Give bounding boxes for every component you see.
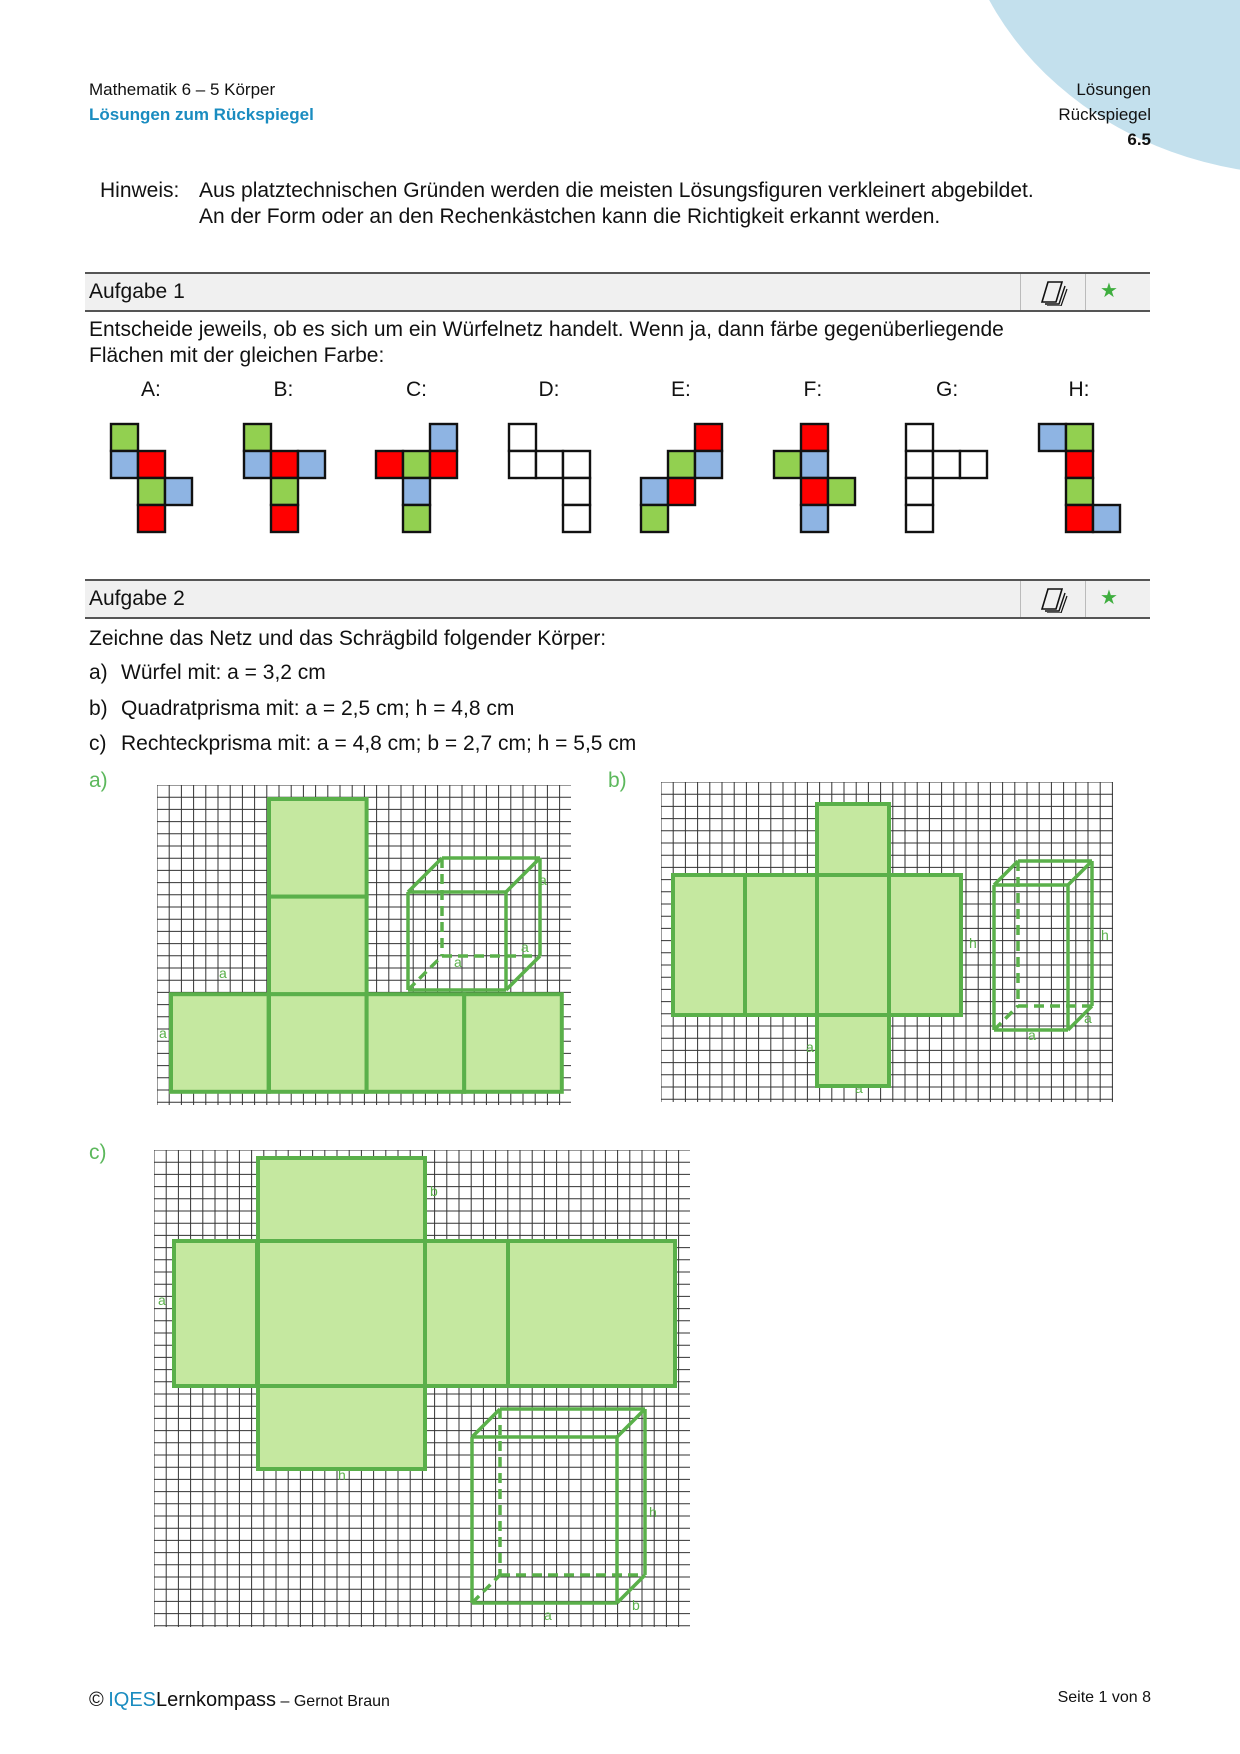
task2-intro: Zeichne das Netz und das Schrägbild folgender Körper: [89,627,607,650]
net-face [1066,478,1093,505]
star-icon: ★ [1100,280,1118,302]
task1-header [85,272,1150,312]
dimension-label: h [1101,927,1109,943]
dimension-label: a [539,872,547,888]
brand-prefix: IQES [108,1689,156,1711]
hint-line-2: An der Form oder an den Rechenkästchen kann die Richtigkeit erkannt werden. [199,205,941,228]
net-face [536,451,563,478]
net-face [960,451,987,478]
net-face [258,1241,425,1386]
net-face [269,799,367,897]
net-face [673,875,745,1015]
net-face [138,478,165,505]
dimension-label: a [1084,1010,1092,1026]
net-face [563,478,590,505]
cube-net [639,422,724,534]
dimension-label: a [806,1039,814,1055]
net-face [641,505,668,532]
net-face [817,1015,889,1086]
dimension-label: a [159,1025,167,1041]
task1-text-1: Entscheide jeweils, ob es sich um ein Würfelnetz handelt. Wenn ja, dann färbe gegenüberliegende [89,318,1004,341]
cube-net [772,422,857,534]
cube-net [507,422,592,534]
footer-left [89,1689,390,1712]
task2-item-b [89,697,514,721]
net-face [1066,424,1093,451]
item-text: Quadratprisma mit: a = 2,5 cm; h = 4,8 cm [121,697,515,720]
dimension-label: a [1028,1027,1036,1043]
net-label: G: [936,378,959,401]
edge [617,1409,645,1437]
net-face [668,478,695,505]
net-face [906,478,933,505]
task1-title: Aufgabe 1 [89,280,185,303]
net-face [298,451,325,478]
page-number: Seite 1 von 8 [1057,1689,1151,1706]
net-face [258,1386,425,1469]
net-face [244,424,271,451]
dimension-label: h [649,1504,657,1520]
net-face [1093,505,1120,532]
separator [1085,274,1086,310]
net-face [563,505,590,532]
net-face [509,451,536,478]
net-face [271,505,298,532]
header-right [1058,77,1151,152]
hint-label: Hinweis: [100,179,180,202]
net-face [695,451,722,478]
dimension-label: h [969,935,977,951]
net-face [271,451,298,478]
cube-net [904,422,989,534]
net-face [376,451,403,478]
cube-net [1037,422,1122,534]
net-face [1066,451,1093,478]
net-face [165,478,192,505]
dimension-label: a [454,954,462,970]
net-face [403,451,430,478]
net-face [801,451,828,478]
net-face [817,804,889,875]
net-face [269,897,367,995]
section-subtitle: Lösungen zum Rückspiegel [89,105,314,124]
net-face [174,1241,257,1386]
brand-suffix: Lernkompass [156,1689,277,1711]
dimension-label: b [632,1597,640,1613]
net-face [774,451,801,478]
solution-c-drawing [154,1150,694,1630]
dimension-label: a [521,939,529,955]
net-label: H: [1068,378,1090,401]
net-face [801,478,828,505]
item-text: Rechteckprisma mit: a = 4,8 cm; b = 2,7 cm; h = 5,5 cm [121,732,637,755]
item-text: Würfel mit: a = 3,2 cm [121,661,326,684]
item-letter: c) [89,732,107,755]
net-label: D: [538,378,560,401]
net-face [668,451,695,478]
cube-net [109,422,194,534]
task2-title: Aufgabe 2 [89,587,185,610]
net-label: C: [406,378,427,401]
separator [1020,581,1021,617]
net-face [464,994,562,1092]
net-face [269,994,367,1092]
book-icon [1036,278,1072,306]
net-label: A: [141,378,161,401]
solution-a-drawing [157,785,575,1108]
hint-line-1: Aus platztechnischen Gründen werden die meisten Lösungsfiguren verkleinert abgebildet. [199,179,1034,202]
net-face [933,451,960,478]
net-face [906,505,933,532]
dimension-label: b [430,1183,438,1199]
dimension-label: a [855,1080,863,1096]
task1-text-2: Flächen mit der gleichen Farbe: [89,344,385,367]
net-face [563,451,590,478]
brand-logo [108,1689,276,1711]
net-face [641,478,668,505]
separator [1020,274,1021,310]
net-face [111,424,138,451]
item-letter: b) [89,697,108,720]
net-label: F: [803,378,823,401]
header-right-line1: Lösungen [1076,80,1151,99]
net-face [906,424,933,451]
solution-b-label: b) [608,769,627,792]
task2-header [85,579,1150,619]
net-face [801,424,828,451]
net-face [745,875,817,1015]
net-face [271,478,298,505]
net-face [1066,505,1093,532]
item-letter: a) [89,661,108,684]
chapter-number: 6.5 [1127,130,1151,149]
author: – Gernot Braun [280,1693,390,1710]
net-face [138,505,165,532]
net-face [906,451,933,478]
net-label: E: [671,378,691,401]
dimension-label: a [544,1607,552,1623]
net-face [508,1241,675,1386]
cube-net [374,422,459,534]
net-face [403,478,430,505]
cube-net [242,422,327,534]
solution-a-label: a) [89,769,108,792]
net-face [138,451,165,478]
solution-c-label: c) [89,1141,107,1164]
separator [1085,581,1086,617]
copyright-icon: © [89,1689,104,1711]
dimension-label: h [338,1467,346,1483]
net-face [1039,424,1066,451]
net-face [430,451,457,478]
net-face [425,1241,508,1386]
net-face [828,478,855,505]
book-icon [1036,585,1072,613]
header-right-line2: Rückspiegel [1058,105,1151,124]
solution-b-drawing [661,782,1116,1105]
net-face [695,424,722,451]
dimension-label: a [158,1292,166,1308]
net-face [171,994,269,1092]
net-label: B: [273,378,294,401]
net-face [509,424,536,451]
net-face [817,875,889,1015]
task2-item-c [89,732,636,756]
star-icon: ★ [1100,587,1118,609]
net-face [889,875,961,1015]
net-face [258,1158,425,1241]
net-face [244,451,271,478]
net-face [367,994,465,1092]
header-left [89,77,314,127]
course-title: Mathematik 6 – 5 Körper [89,80,276,99]
dimension-label: a [219,965,227,981]
net-face [111,451,138,478]
net-face [403,505,430,532]
net-face [801,505,828,532]
net-face [430,424,457,451]
task2-item-a [89,661,326,685]
